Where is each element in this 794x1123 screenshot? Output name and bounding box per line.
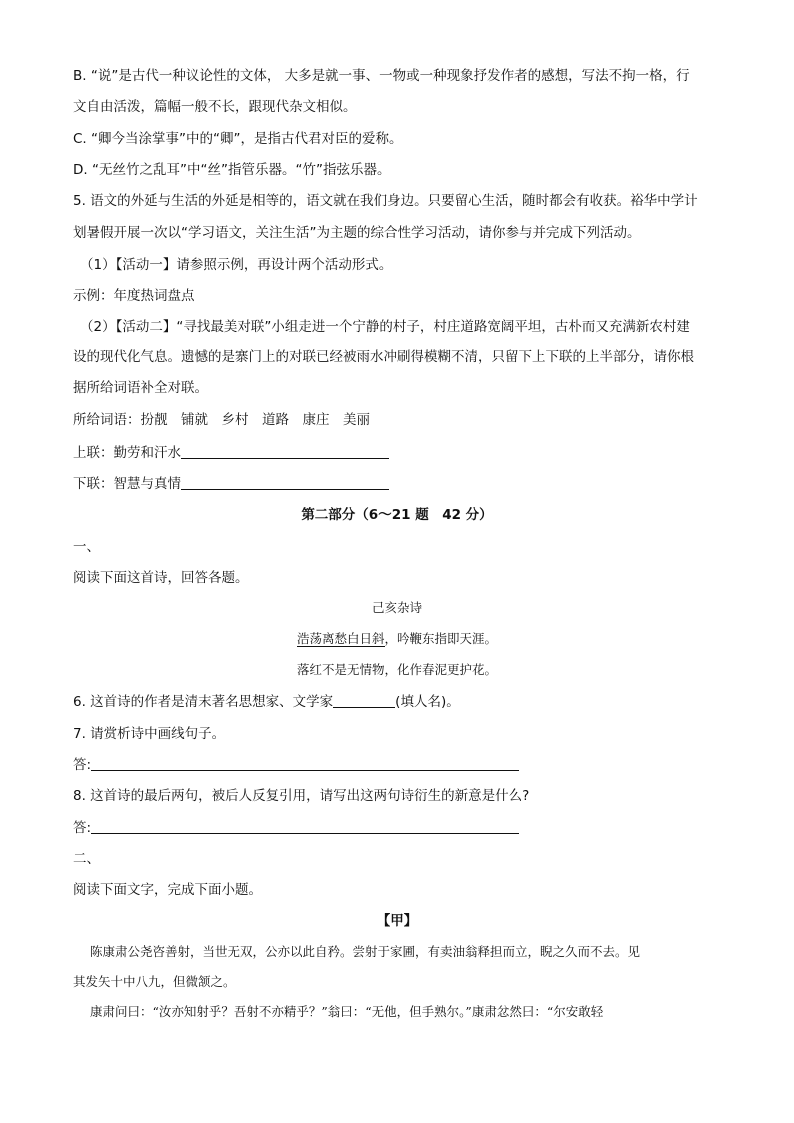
q4-option-b-line1: B. “说”是古代一种议论性的文体， 大多是就一事、一物或一种现象抒发作者的感想，写法不拘一格，行 — [73, 68, 690, 84]
q8-answer — [73, 818, 519, 838]
q8-answer-label: 答: — [73, 820, 92, 836]
poem-line2: 落红不是无情物，化作春泥更护花。 — [296, 662, 497, 677]
couplet-lower-text: 下联：智慧与真情 — [73, 476, 181, 492]
couplet-upper-text: 上联：勤劳和汗水 — [73, 445, 181, 461]
q5-activity2-line2: 设的现代化气息。遗憾的是寨门上的对联已经被雨水冲刷得模糊不清，只留下上下联的上半部分，请你根 — [73, 349, 694, 365]
part2-heading: 第二部分（6～21 题 42 分） — [301, 507, 493, 523]
section2-intro: 阅读下面文字，完成下面小题。 — [73, 882, 262, 898]
poem-line1-underlined: 浩荡离愁白日斜 — [296, 631, 385, 646]
passage-para1-line1: 陈康肃公尧咨善射，当世无双，公亦以此自矜。尝射于家圃，有卖油翁释担而立，睨之久而不去。见 — [90, 944, 641, 959]
q8-answer-blank[interactable] — [91, 819, 519, 834]
passage-para1-line2: 其发矢十中八九，但微颔之。 — [73, 974, 236, 989]
passage-jia-label: 【甲】 — [376, 913, 418, 929]
q4-option-d: D. “无丝竹之乱耳”中“丝”指管乐器。“竹”指弦乐器。 — [73, 162, 391, 178]
q5-activity2-line3: 据所给词语补全对联。 — [73, 380, 208, 396]
q5-given-words — [73, 410, 370, 430]
q7-answer-blank[interactable] — [91, 756, 519, 771]
q6-text: 6. 这首诗的作者是清末著名思想家、文学家 — [73, 694, 334, 710]
q6-blank[interactable] — [333, 693, 395, 708]
q7: 7. 请赏析诗中画线句子。 — [73, 726, 226, 742]
couplet-lower-blank[interactable] — [181, 475, 389, 490]
q6 — [73, 692, 460, 712]
section1-intro: 阅读下面这首诗，回答各题。 — [73, 570, 249, 586]
section2-marker: 二、 — [73, 851, 100, 867]
passage-para2-line1: 康肃问曰：“汝亦知射乎？吾射不亦精乎？”翁曰：“无他，但手熟尔。”康肃忿然曰：“尔安敢轻 — [90, 1004, 604, 1019]
poem-title: 己亥杂诗 — [371, 600, 422, 615]
poem-line1-rest: ，吟鞭东指即天涯。 — [384, 631, 498, 646]
q4-option-b-line2: 文自由活泼，篇幅一般不长，跟现代杂文相似。 — [73, 99, 357, 115]
section1-marker: 一、 — [73, 539, 100, 555]
couplet-upper — [73, 443, 389, 463]
q6-suffix: (填人名)。 — [395, 694, 460, 710]
couplet-upper-blank[interactable] — [181, 444, 389, 459]
given-words-list: 扮靓 铺就 乡村 道路 康庄 美丽 — [140, 412, 370, 428]
q5-stem-line1: 5. 语文的外延与生活的外延是相等的，语文就在我们身边。只要留心生活，随时都会有收获。裕华中学计 — [73, 193, 698, 209]
q5-example: 示例：年度热词盘点 — [73, 288, 195, 304]
couplet-lower — [73, 474, 389, 494]
poem-line1 — [0, 629, 794, 649]
q4-option-c: C. “卿今当涂掌事”中的“卿”，是指古代君对臣的爱称。 — [73, 131, 403, 147]
q5-activity1: （1）【活动一】请参照示例，再设计两个活动形式。 — [80, 257, 393, 273]
q8: 8. 这首诗的最后两句，被后人反复引用，请写出这两句诗衍生的新意是什么? — [73, 788, 530, 804]
q7-answer — [73, 755, 519, 775]
given-words-label: 所给词语： — [73, 412, 141, 428]
q7-answer-label: 答: — [73, 757, 92, 773]
q5-activity2-line1: （2）【活动二】“寻找最美对联”小组走进一个宁静的村子，村庄道路宽阔平坦，古朴而又充满新农村建 — [80, 319, 690, 335]
q5-stem-line2: 划暑假开展一次以“学习语文，关注生活”为主题的综合性学习活动，请你参与并完成下列活动。 — [73, 225, 641, 241]
